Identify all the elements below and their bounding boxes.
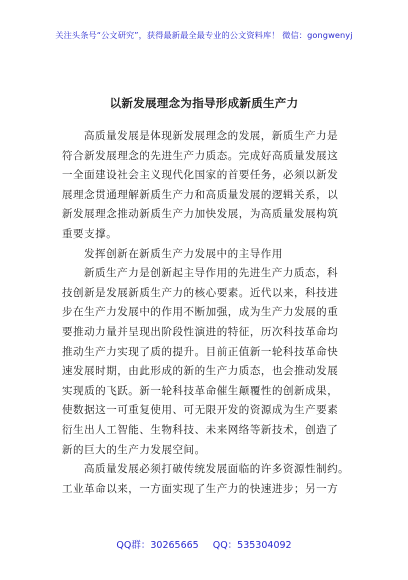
body-line: 符合新发展理念的先进生产力质态。完成好高质量发展这 xyxy=(62,149,339,162)
body-line: 重要支撑。 xyxy=(62,227,118,240)
body-line: 展理念贯通理解新质生产力和高质量发展的逻辑关系，以 xyxy=(62,188,339,201)
document-title: 以新发展理念为指导形成新质生产力 xyxy=(109,96,299,110)
body-line: 一全面建设社会主义现代化国家的首要任务，必须以新发 xyxy=(62,169,339,182)
document-body xyxy=(62,127,350,499)
body-line: 衍生出人工智能、生物科技、未来网络等新技术，创造了 xyxy=(62,423,339,436)
body-line: 新质生产力是创新起主导作用的先进生产力质态，科 xyxy=(84,267,339,280)
body-line: 工业革命以来，一方面实现了生产力的快速进步；另一方 xyxy=(62,482,339,495)
qq-number: QQ：535304092 xyxy=(212,540,292,551)
body-line: 要推动力量并呈现出阶段性演进的特征，历次科技革命均 xyxy=(62,325,339,338)
footer-contact xyxy=(0,537,408,551)
body-line: 技创新是发展新质生产力的核心要素。近代以来，科技进 xyxy=(62,286,339,299)
header-promo-note: 关注头条号“公文研究”，获得最新最全最专业的公文资料库！ 微信：gongwenyj xyxy=(55,30,353,40)
body-line: 使数据这一可重复使用、可无限开发的资源成为生产要素 xyxy=(62,404,339,417)
body-line: 步在生产力发展中的作用不断加强，成为生产力发展的重 xyxy=(62,306,339,319)
body-line: 高质量发展是体现新发展理念的发展，新质生产力是 xyxy=(84,130,339,142)
body-line: 实现质的飞跃。新一轮科技革命催生颠覆性的创新成果， xyxy=(62,384,339,397)
body-line: 推动生产力实现了质的提升。目前正值新一轮科技革命快 xyxy=(62,345,339,358)
body-line: 新的巨大的生产力发展空间。 xyxy=(62,443,206,456)
body-line: 高质量发展必须打破传统发展面临的许多资源性制约。 xyxy=(84,463,350,476)
section-heading: 发挥创新在新质生产力发展中的主导作用 xyxy=(84,247,283,260)
body-line: 新发展理念推动新质生产力加快发展，为高质量发展构筑 xyxy=(62,208,339,221)
qq-group-number: QQ群：30265665 xyxy=(116,540,199,551)
body-line: 速发展时期，由此形成的新的生产力质态，也会推动发展 xyxy=(62,365,339,378)
